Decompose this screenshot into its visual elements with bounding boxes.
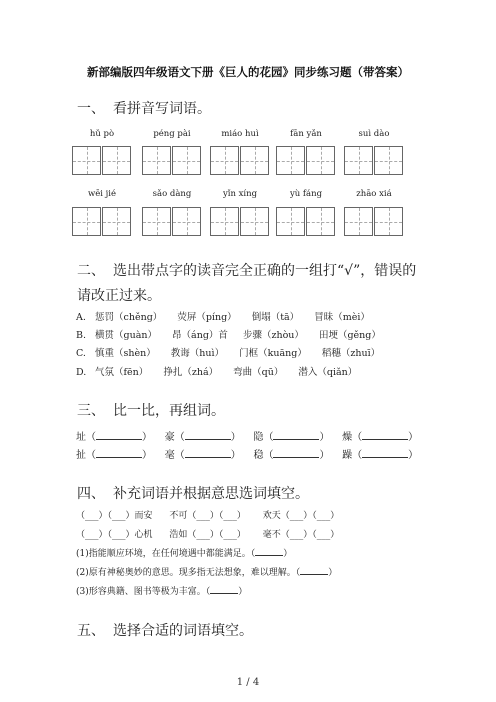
pinyin-row-2 [72,189,424,203]
writing-box-pair[interactable] [142,207,202,237]
option-d[interactable] [76,364,369,378]
section-title: 补充词语并根据意思选词填空。 [113,486,309,502]
section-4-heading [77,483,309,503]
question-text: (3)形容典籍、图书等极为丰富。 [76,587,206,597]
section-title: 比一比，再组词。 [113,403,225,419]
answer-blank[interactable] [273,449,319,458]
idiom-blank[interactable]: 毫不（___）（___） [262,530,340,540]
pinyin: fān yǎn [290,129,322,139]
option-item: 弯曲（qū） [233,367,284,378]
option-item: 冒昧（mèi） [314,312,370,323]
option-item: 昂（áng）首 [172,330,228,341]
option-item: 步骤（zhòu） [242,330,304,341]
answer-blank[interactable] [96,449,142,458]
section-title: 看拼音写词语。 [113,101,211,117]
option-item: 潜入（qiǎn） [298,367,358,378]
writing-box-pair[interactable] [210,146,270,176]
char: 稳 [253,450,264,461]
answer-blank[interactable] [273,431,319,440]
writing-box-pair[interactable] [210,207,270,237]
pinyin: miáo huì [221,129,259,139]
answer-blank[interactable] [362,449,408,458]
answer-blank[interactable] [185,449,231,458]
char: 址 [76,432,86,443]
section-number: 五、 [77,623,105,639]
answer-blank[interactable] [185,431,231,440]
question-text: (2)原有神秘奥妙的意思。现多指无法想象，难以理解。 [76,568,296,578]
pinyin: péng pài [153,129,191,139]
page-title: 新部编版四年级语文下册《巨人的花园》同步练习题（带答案） [87,65,409,79]
section-number: 一、 [77,101,105,117]
option-item: 荧屏（píng） [177,312,237,323]
writing-box-pair[interactable] [344,207,404,237]
answer-blank[interactable] [362,431,408,440]
pinyin: yǐn xíng [222,189,258,199]
idiom-blank[interactable]: 浩如（___）（___） [169,530,246,540]
char: 扯 [76,450,86,461]
char: 豪 [164,432,175,443]
section-2-heading [77,260,416,280]
answer-blank[interactable] [96,431,142,440]
section-title: 选出带点字的读音完全正确的一组打“√”，错误的 [113,263,417,279]
char: 隐 [253,432,264,443]
option-item: 惩罚（chěng） [95,312,163,323]
section-number: 三、 [77,403,105,419]
option-c[interactable] [76,345,392,359]
option-item: 慎重（shèn） [95,348,156,359]
idiom-blank[interactable]: （___）（___）而安 [76,511,153,521]
question-1: (1)指能顺应环境，在任何境遇中都能满足。（ ） [76,549,293,559]
option-item: 教诲（huì） [170,348,225,359]
option-b[interactable] [76,327,393,341]
writing-box-pair[interactable] [72,207,132,237]
question-3: (3)形容典籍、图书等极为丰富。（ ） [76,587,248,597]
writing-box-pair[interactable] [276,207,336,237]
idiom-blank[interactable]: 不可（___）（___） [169,511,246,521]
option-item: 田埂（gěng） [318,330,381,341]
idiom-row-1 [76,508,353,521]
option-label: D. [76,367,87,378]
section-number: 二、 [77,263,105,279]
section-number: 四、 [77,486,105,502]
writing-box-pair[interactable] [344,146,404,176]
compare-row-2: 扯（ ） 毫（ ） 稳（ ） 躁（ ） [76,450,419,461]
section-2-heading-cont: 请改正过来。 [77,288,161,304]
idiom-blank[interactable]: 欢天（___）（___） [262,511,340,521]
option-label: C. [76,348,86,359]
section-title: 选择合适的词语填空。 [113,623,253,639]
idiom-blank[interactable]: （___）（___）心机 [76,530,153,540]
pinyin: zhāo xiá [356,189,392,199]
option-item: 倒塌（tā） [251,312,300,323]
char: 燥 [342,432,353,443]
writing-box-pair[interactable] [276,146,336,176]
pinyin: yù fáng [289,189,323,199]
pinyin: sǎo dàng [152,189,192,199]
idiom-row-2 [76,527,353,540]
writing-box-pair[interactable] [72,146,132,176]
pinyin: hǔ pò [89,129,115,139]
answer-blank[interactable] [300,566,328,575]
char: 躁 [342,450,353,461]
option-label: B. [76,330,87,341]
writing-box-pair[interactable] [142,146,202,176]
section-3-heading [77,400,225,420]
section-1-heading [77,98,211,118]
option-label: A. [76,312,86,323]
pinyin: wēi jié [87,189,117,199]
writing-grid-row-2 [72,207,428,237]
answer-blank[interactable] [210,585,238,594]
compare-row-1: 址（ ） 豪（ ） 隐（ ） 燥（ ） [76,432,419,443]
option-item: 气氛（fēn） [95,367,149,378]
section-5-heading [77,620,253,640]
pinyin-row-1 [72,129,424,143]
option-item: 横贯（guàn） [95,330,158,341]
option-a[interactable] [76,309,382,323]
option-item: 门框（kuāng） [239,348,307,359]
answer-blank[interactable] [255,547,283,556]
option-item: 挣扎（zhá） [163,367,219,378]
char: 毫 [164,450,175,461]
question-text: (1)指能顺应环境，在任何境遇中都能满足。 [76,549,251,559]
option-item: 稻穗（zhuī） [321,348,381,359]
page-number: 1 / 4 [236,677,260,688]
writing-grid-row-1 [72,146,428,176]
pinyin: suì dào [358,129,390,139]
question-2: (2)原有神秘奥妙的意思。现多指无法想象，难以理解。（ ） [76,568,338,578]
